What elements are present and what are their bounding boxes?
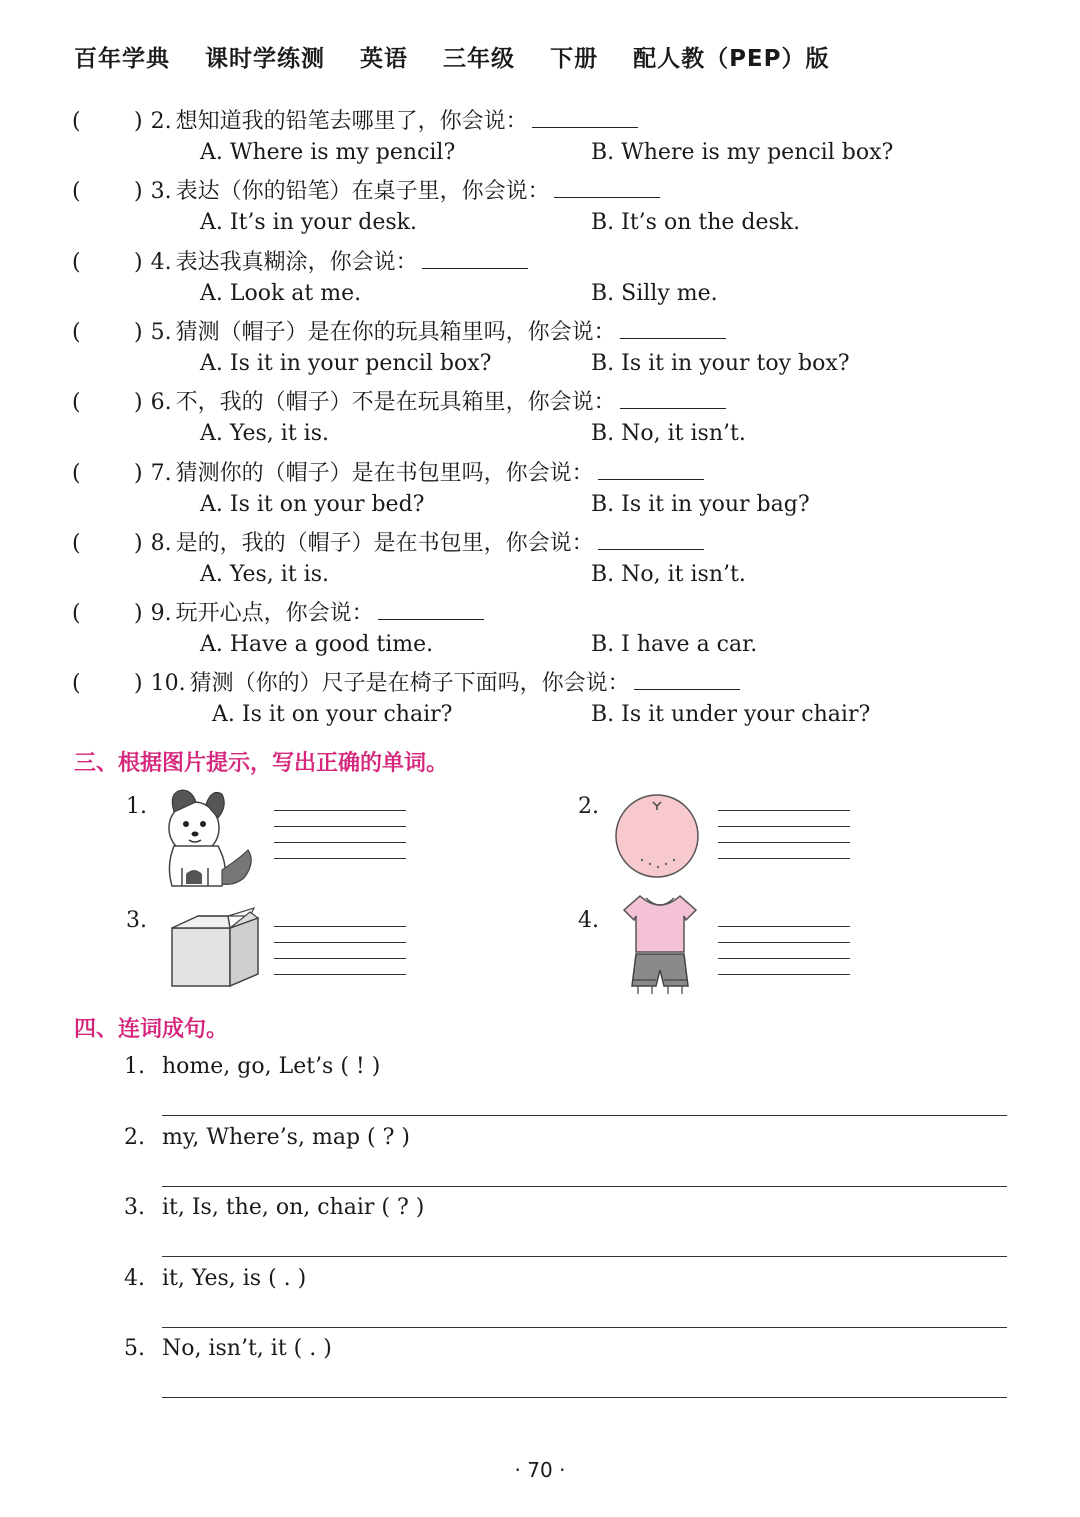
question-prompt: 猜测你的（帽子）是在书包里吗，你会说： [175,461,594,486]
orange-icon [612,792,702,882]
bracket-close: ) [134,250,143,275]
answer-blank[interactable] [598,531,704,550]
question-number: 6. [150,390,172,415]
sentence-item [124,1336,332,1361]
question-row [72,104,638,135]
answer-line[interactable] [162,1115,1007,1116]
question-row [72,245,528,276]
sentence-number: 2. [124,1125,145,1150]
option-a: A. Yes, it is. [200,421,329,446]
box-icon [168,906,262,988]
question-row [72,456,704,487]
sentence-words: it, Yes, is ( . ) [162,1266,307,1291]
bracket-close: ) [134,601,143,626]
option-a: A. It’s in your desk. [200,210,417,235]
answer-bracket[interactable] [72,531,134,556]
bracket-close: ) [134,671,143,696]
answer-blank[interactable] [634,671,740,690]
page-header [74,40,856,73]
answer-bracket[interactable] [72,671,134,696]
answer-line[interactable] [162,1186,1007,1187]
bracket-open: ( [72,671,81,696]
question-prompt: 玩开心点，你会说： [175,601,374,626]
question-prompt: 表达我真糊涂，你会说： [175,250,418,275]
question-prompt: 表达（你的铅笔）在桌子里，你会说： [175,179,550,204]
sentence-item [124,1125,410,1150]
section-3-title: 三、根据图片提示，写出正确的单词。 [74,751,449,776]
answer-line[interactable] [162,1256,1007,1257]
question-row [72,666,740,697]
option-b: B. No, it isn’t. [591,562,746,587]
bracket-open: ( [72,109,81,134]
sentence-words: home, go, Let’s ( ! ) [162,1054,381,1079]
question-row [72,526,704,557]
answer-blank[interactable] [620,320,726,339]
option-a: A. Is it on your chair? [212,702,453,727]
question-number: 8. [150,531,172,556]
bracket-open: ( [72,390,81,415]
option-a: A. Is it on your bed? [200,492,425,517]
answer-blank[interactable] [620,390,726,409]
option-b: B. No, it isn’t. [591,421,746,446]
answer-blank[interactable] [378,601,484,620]
option-b: B. Is it under your chair? [591,702,871,727]
question-prompt: 猜测（帽子）是在你的玩具箱里吗，你会说： [175,320,616,345]
option-a: A. Yes, it is. [200,562,329,587]
bracket-close: ) [134,531,143,556]
option-b: B. Is it in your toy box? [591,351,850,376]
option-b: B. Where is my pencil box? [591,140,894,165]
bracket-open: ( [72,601,81,626]
answer-bracket[interactable] [72,179,134,204]
sentence-item [124,1054,380,1079]
question-number: 10. [150,671,186,696]
header-edition: 配人教（PEP）版 [633,46,830,72]
bracket-close: ) [134,390,143,415]
bracket-close: ) [134,179,143,204]
option-a: A. Where is my pencil? [200,140,456,165]
option-a: A. Have a good time. [200,632,434,657]
question-number: 4. [150,250,172,275]
question-prompt: 不，我的（帽子）不是在玩具箱里，你会说： [175,390,616,415]
picture-item-number: 1. [126,794,147,819]
answer-line[interactable] [162,1397,1007,1398]
bracket-open: ( [72,320,81,345]
sentence-item [124,1266,306,1291]
bracket-close: ) [134,461,143,486]
question-row [72,596,484,627]
sentence-words: No, isn’t, it ( . ) [162,1336,332,1361]
header-subject: 英语 [360,46,409,72]
option-b: B. I have a car. [591,632,758,657]
answer-bracket[interactable] [72,320,134,345]
sentence-number: 1. [124,1054,145,1079]
page-number: · 70 · [514,1458,566,1482]
question-prompt: 是的，我的（帽子）是在书包里，你会说： [175,531,594,556]
answer-blank[interactable] [532,109,638,128]
section-4-title: 四、连词成句。 [74,1017,229,1042]
question-prompt: 猜测（你的）尺子是在椅子下面吗，你会说： [189,671,630,696]
picture-item-number: 2. [578,794,599,819]
picture-item-number: 3. [126,908,147,933]
answer-bracket[interactable] [72,390,134,415]
bracket-close: ) [134,109,143,134]
option-a: A. Look at me. [200,281,362,306]
header-volume: 下册 [550,46,599,72]
answer-blank[interactable] [554,179,660,198]
option-b: B. It’s on the desk. [591,210,801,235]
question-number: 5. [150,320,172,345]
question-number: 9. [150,601,172,626]
answer-bracket[interactable] [72,601,134,626]
question-row [72,385,726,416]
question-prompt: 想知道我的铅笔去哪里了，你会说： [175,109,528,134]
header-grade: 三年级 [443,46,516,72]
sentence-item [124,1195,424,1220]
dog-icon [160,784,264,890]
answer-blank[interactable] [598,461,704,480]
answer-line[interactable] [162,1327,1007,1328]
answer-bracket[interactable] [72,250,134,275]
sentence-words: my, Where’s, map ( ? ) [162,1125,410,1150]
option-a: A. Is it in your pencil box? [200,351,492,376]
option-b: B. Is it in your bag? [591,492,810,517]
sentence-number: 5. [124,1336,145,1361]
answer-bracket[interactable] [72,461,134,486]
sentence-number: 4. [124,1266,145,1291]
bracket-open: ( [72,250,81,275]
question-number: 3. [150,179,172,204]
question-number: 7. [150,461,172,486]
answer-bracket[interactable] [72,109,134,134]
bracket-close: ) [134,320,143,345]
question-row [72,174,660,205]
question-number: 2. [150,109,172,134]
clothes-icon [618,888,702,998]
sentence-number: 3. [124,1195,145,1220]
bracket-open: ( [72,531,81,556]
sentence-words: it, Is, the, on, chair ( ? ) [162,1195,425,1220]
bracket-open: ( [72,461,81,486]
picture-item-number: 4. [578,908,599,933]
answer-blank[interactable] [422,250,528,269]
bracket-open: ( [72,179,81,204]
option-b: B. Silly me. [591,281,718,306]
header-series: 课时学练测 [205,46,326,72]
question-row [72,315,726,346]
header-book: 百年学典 [74,46,170,72]
